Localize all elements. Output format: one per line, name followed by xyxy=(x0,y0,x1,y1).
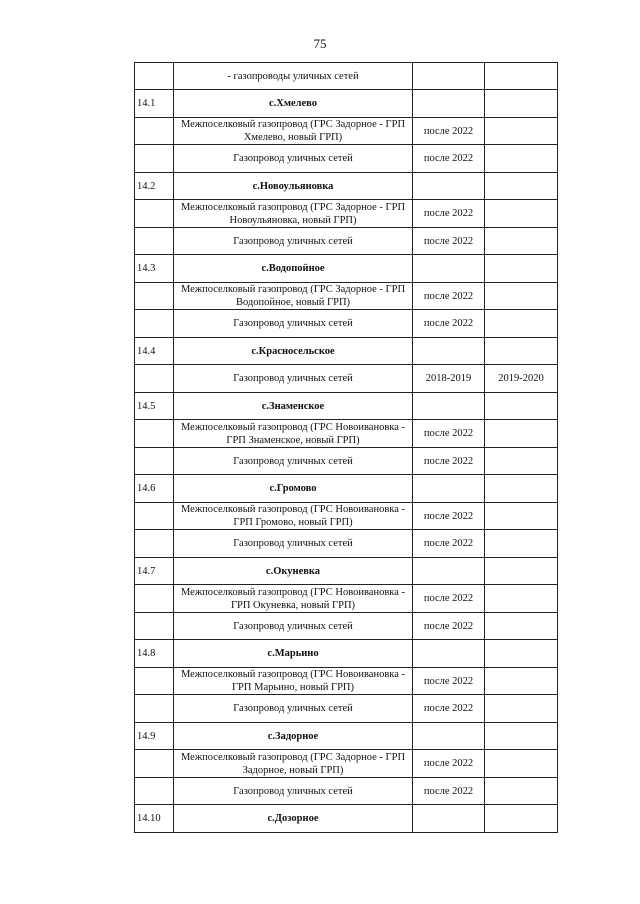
period-2-cell xyxy=(485,723,558,750)
table-row xyxy=(135,668,558,695)
period-2-cell xyxy=(485,118,558,145)
period-2-cell xyxy=(485,338,558,365)
period-2-cell xyxy=(485,200,558,228)
period-1-cell: после 2022 xyxy=(413,283,485,310)
period-1-cell: после 2022 xyxy=(413,695,485,723)
item-number-cell: 14.5 xyxy=(135,393,174,420)
table-row-village xyxy=(135,255,558,283)
item-number-cell: 14.4 xyxy=(135,338,174,365)
description-cell: Межпоселковый газопровод (ГРС Новоивановка - ГРП Громово, новый ГРП) xyxy=(174,503,413,530)
period-2-cell xyxy=(485,668,558,695)
description-cell: Газопровод уличных сетей xyxy=(174,448,413,475)
table-row-village xyxy=(135,90,558,118)
table-row-village xyxy=(135,805,558,833)
description-cell: Газопровод уличных сетей xyxy=(174,310,413,338)
table-row-village xyxy=(135,393,558,420)
item-number-cell: 14.1 xyxy=(135,90,174,118)
description-cell: Газопровод уличных сетей xyxy=(174,145,413,173)
item-number-cell xyxy=(135,283,174,310)
description-cell: с.Окуневка xyxy=(174,558,413,585)
period-2-cell xyxy=(485,475,558,503)
period-2-cell xyxy=(485,640,558,668)
period-2-cell xyxy=(485,613,558,640)
description-cell: с.Задорное xyxy=(174,723,413,750)
item-number-cell xyxy=(135,448,174,475)
gas-pipeline-schedule-table xyxy=(134,62,558,833)
item-number-cell xyxy=(135,750,174,778)
description-cell: Межпоселковый газопровод (ГРС Задорное - ГРП Задорное, новый ГРП) xyxy=(174,750,413,778)
table-row xyxy=(135,145,558,173)
item-number-cell: 14.9 xyxy=(135,723,174,750)
period-1-cell xyxy=(413,63,485,90)
period-1-cell xyxy=(413,805,485,833)
description-cell: Газопровод уличных сетей xyxy=(174,228,413,255)
table-row xyxy=(135,613,558,640)
table-row xyxy=(135,585,558,613)
table-row-village xyxy=(135,338,558,365)
period-2-cell xyxy=(485,173,558,200)
period-2-cell xyxy=(485,90,558,118)
period-1-cell: после 2022 xyxy=(413,778,485,805)
description-cell: с.Дозорное xyxy=(174,805,413,833)
item-number-cell xyxy=(135,585,174,613)
period-2-cell xyxy=(485,228,558,255)
period-2-cell xyxy=(485,558,558,585)
description-cell: с.Новоульяновка xyxy=(174,173,413,200)
item-number-cell: 14.7 xyxy=(135,558,174,585)
table-row xyxy=(135,283,558,310)
period-2-cell xyxy=(485,63,558,90)
item-number-cell xyxy=(135,530,174,558)
period-1-cell xyxy=(413,255,485,283)
period-1-cell: 2018-2019 xyxy=(413,365,485,393)
period-1-cell: после 2022 xyxy=(413,448,485,475)
period-2-cell xyxy=(485,310,558,338)
description-cell: - газопроводы уличных сетей xyxy=(174,63,413,90)
period-1-cell: после 2022 xyxy=(413,503,485,530)
period-2-cell xyxy=(485,420,558,448)
item-number-cell xyxy=(135,420,174,448)
description-cell: с.Марьино xyxy=(174,640,413,668)
period-1-cell: после 2022 xyxy=(413,750,485,778)
schedule-table-body xyxy=(135,63,558,833)
period-2-cell xyxy=(485,503,558,530)
description-cell: Межпоселковый газопровод (ГРС Задорное - ГРП Хмелево, новый ГРП) xyxy=(174,118,413,145)
period-1-cell xyxy=(413,90,485,118)
table-row xyxy=(135,310,558,338)
item-number-cell xyxy=(135,63,174,90)
item-number-cell xyxy=(135,668,174,695)
period-2-cell xyxy=(485,255,558,283)
period-2-cell xyxy=(485,530,558,558)
period-1-cell xyxy=(413,723,485,750)
period-2-cell xyxy=(485,393,558,420)
period-2-cell xyxy=(485,448,558,475)
period-1-cell: после 2022 xyxy=(413,585,485,613)
page-number: 75 xyxy=(313,36,327,51)
description-cell: с.Водопойное xyxy=(174,255,413,283)
description-cell: Межпоселковый газопровод (ГРС Новоивановка - ГРП Окуневка, новый ГРП) xyxy=(174,585,413,613)
table-row-village xyxy=(135,723,558,750)
period-2-cell xyxy=(485,585,558,613)
description-cell: Газопровод уличных сетей xyxy=(174,778,413,805)
description-cell: с.Громово xyxy=(174,475,413,503)
item-number-cell: 14.2 xyxy=(135,173,174,200)
description-cell: Межпоселковый газопровод (ГРС Задорное - ГРП Новоульяновка, новый ГРП) xyxy=(174,200,413,228)
description-cell: Газопровод уличных сетей xyxy=(174,613,413,640)
period-1-cell: после 2022 xyxy=(413,118,485,145)
period-1-cell: после 2022 xyxy=(413,530,485,558)
item-number-cell xyxy=(135,503,174,530)
table-row xyxy=(135,778,558,805)
period-1-cell xyxy=(413,640,485,668)
table-row xyxy=(135,63,558,90)
item-number-cell: 14.8 xyxy=(135,640,174,668)
period-1-cell: после 2022 xyxy=(413,613,485,640)
period-2-cell xyxy=(485,750,558,778)
period-1-cell: после 2022 xyxy=(413,200,485,228)
table-row xyxy=(135,118,558,145)
item-number-cell: 14.6 xyxy=(135,475,174,503)
table-row xyxy=(135,420,558,448)
table-row xyxy=(135,750,558,778)
table-row-village xyxy=(135,173,558,200)
period-1-cell xyxy=(413,475,485,503)
period-1-cell xyxy=(413,338,485,365)
table-row-village xyxy=(135,558,558,585)
description-cell: Межпоселковый газопровод (ГРС Новоивановка - ГРП Знаменское, новый ГРП) xyxy=(174,420,413,448)
table-row xyxy=(135,448,558,475)
period-2-cell: 2019-2020 xyxy=(485,365,558,393)
table-row xyxy=(135,228,558,255)
description-cell: с.Хмелево xyxy=(174,90,413,118)
table-row-village xyxy=(135,640,558,668)
item-number-cell xyxy=(135,118,174,145)
item-number-cell xyxy=(135,200,174,228)
table-row xyxy=(135,503,558,530)
table-row-village xyxy=(135,475,558,503)
period-2-cell xyxy=(485,695,558,723)
period-1-cell xyxy=(413,173,485,200)
item-number-cell: 14.3 xyxy=(135,255,174,283)
item-number-cell xyxy=(135,695,174,723)
table-row xyxy=(135,365,558,393)
description-cell: Газопровод уличных сетей xyxy=(174,695,413,723)
table-row xyxy=(135,695,558,723)
description-cell: Газопровод уличных сетей xyxy=(174,530,413,558)
period-2-cell xyxy=(485,805,558,833)
period-1-cell: после 2022 xyxy=(413,420,485,448)
item-number-cell xyxy=(135,310,174,338)
period-1-cell: после 2022 xyxy=(413,228,485,255)
description-cell: Межпоселковый газопровод (ГРС Новоивановка - ГРП Марьино, новый ГРП) xyxy=(174,668,413,695)
item-number-cell xyxy=(135,778,174,805)
item-number-cell xyxy=(135,365,174,393)
description-cell: с.Знаменское xyxy=(174,393,413,420)
table-row xyxy=(135,200,558,228)
table-row xyxy=(135,530,558,558)
period-1-cell: после 2022 xyxy=(413,310,485,338)
period-1-cell xyxy=(413,558,485,585)
item-number-cell xyxy=(135,145,174,173)
item-number-cell: 14.10 xyxy=(135,805,174,833)
period-2-cell xyxy=(485,145,558,173)
period-1-cell: после 2022 xyxy=(413,668,485,695)
item-number-cell xyxy=(135,613,174,640)
period-2-cell xyxy=(485,283,558,310)
item-number-cell xyxy=(135,228,174,255)
period-1-cell: после 2022 xyxy=(413,145,485,173)
description-cell: Газопровод уличных сетей xyxy=(174,365,413,393)
description-cell: Межпоселковый газопровод (ГРС Задорное - ГРП Водопойное, новый ГРП) xyxy=(174,283,413,310)
period-1-cell xyxy=(413,393,485,420)
description-cell: с.Красносельское xyxy=(174,338,413,365)
period-2-cell xyxy=(485,778,558,805)
